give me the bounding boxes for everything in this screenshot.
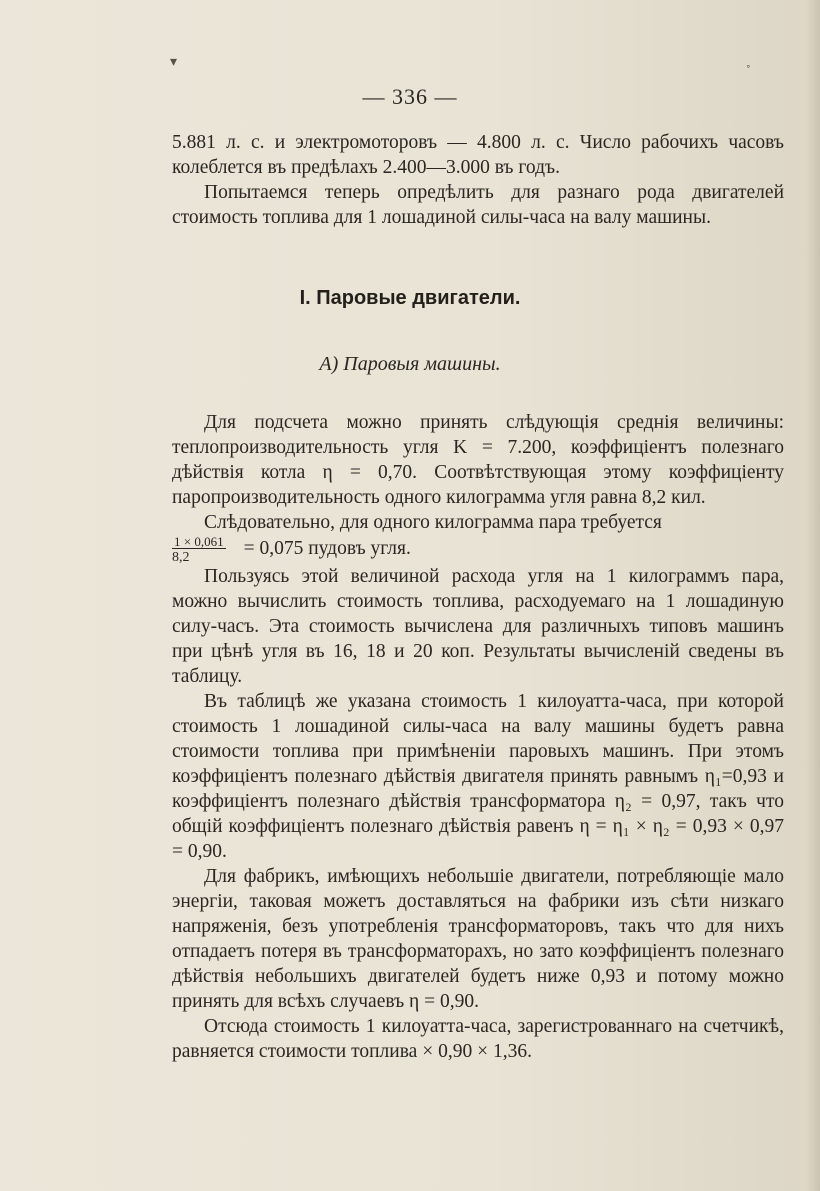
formula-numerator: 1 × 0,061: [174, 534, 224, 549]
formula-result: = 0,075 пудовъ угля.: [243, 537, 411, 559]
body-paragraph: Отсюда стоимость 1 килоуатта-часа, зарегистрованнаго на счетчикѣ, равняется стоимости топлива × 0,90 × 1,36.: [172, 1016, 784, 1062]
section-heading: I. Паровые двигатели.: [299, 287, 521, 309]
page-number: — 336 —: [362, 84, 458, 109]
body-paragraph: Слѣдовательно, для одного килограмма пара требуется: [204, 512, 662, 533]
formula-fraction: [172, 535, 226, 564]
body-paragraph: Въ таблицѣ же указана стоимость 1 килоуатта-часа, при которой стоимость 1 лошадиной силы-часа на валу машины будетъ равна стоимости топлива при примѣненіи паровыхъ машинъ. При этомъ коэффиціентъ полезнаго дѣйствія двигателя принять равнымъ η₁=0,93 и коэффиціентъ полезнаго дѣйствія трансформатора η₂ = 0,97, такъ что общій коэффиціентъ полезнаго дѣйствія равенъ η = η₁ × η₂ = 0,93 × 0,97 = 0,90.: [172, 691, 784, 862]
formula-denominator: 8,2: [172, 550, 190, 565]
body-paragraph: Для подсчета можно принять слѣдующія среднія величины: теплопроизводительность угля K = 7.200, коэффиціентъ полезнаго дѣйствія котла η = 0,70. Соотвѣтствующая этому коэффиціенту паропроизводительность одного килограмма угля равна 8,2 кил.: [172, 412, 784, 508]
intro-paragraph: 5.881 л. с. и электромоторовъ — 4.800 л. с. Число рабочихъ часовъ колеблется въ предѣлахъ 2.400—3.000 въ годъ.: [172, 132, 784, 178]
main-text: [172, 410, 784, 1064]
subsection-heading: A) Паровыя машины.: [319, 353, 501, 375]
intro-paragraph: Попытаемся теперь опредѣлить для разнаго рода двигателей стоимость топлива для 1 лошадиной силы-часа на валу машины.: [172, 182, 784, 228]
page-edge-shadow: [806, 0, 820, 1191]
formula-line: [172, 535, 784, 564]
intro-text: [172, 130, 784, 230]
body-paragraph: Для фабрикъ, имѣющихъ небольшіе двигатели, потребляющіе мало энергіи, таковая можетъ доставляться на фабрики изъ сѣти низкаго напряженія, безъ употребленія трансформаторовъ, такъ что для нихъ отпадаетъ потеря въ трансформаторахъ, но зато коэффиціентъ полезнаго дѣйствія небольшихъ двигателей будетъ ниже 0,93 и потому можно принять для всѣхъ случаевъ η = 0,90.: [172, 866, 784, 1012]
print-speck: ˚: [746, 64, 751, 79]
print-speck: ▾: [170, 55, 178, 70]
body-paragraph: Пользуясь этой величиной расхода угля на 1 килограммъ пара, можно вычислить стоимость топлива, расходуемаго на 1 лошадиную силу-часъ. Эта стоимость вычислена для различныхъ типовъ машинъ при цѣнѣ угля въ 16, 18 и 20 коп. Результаты вычисленій сведены въ таблицу.: [172, 566, 784, 687]
